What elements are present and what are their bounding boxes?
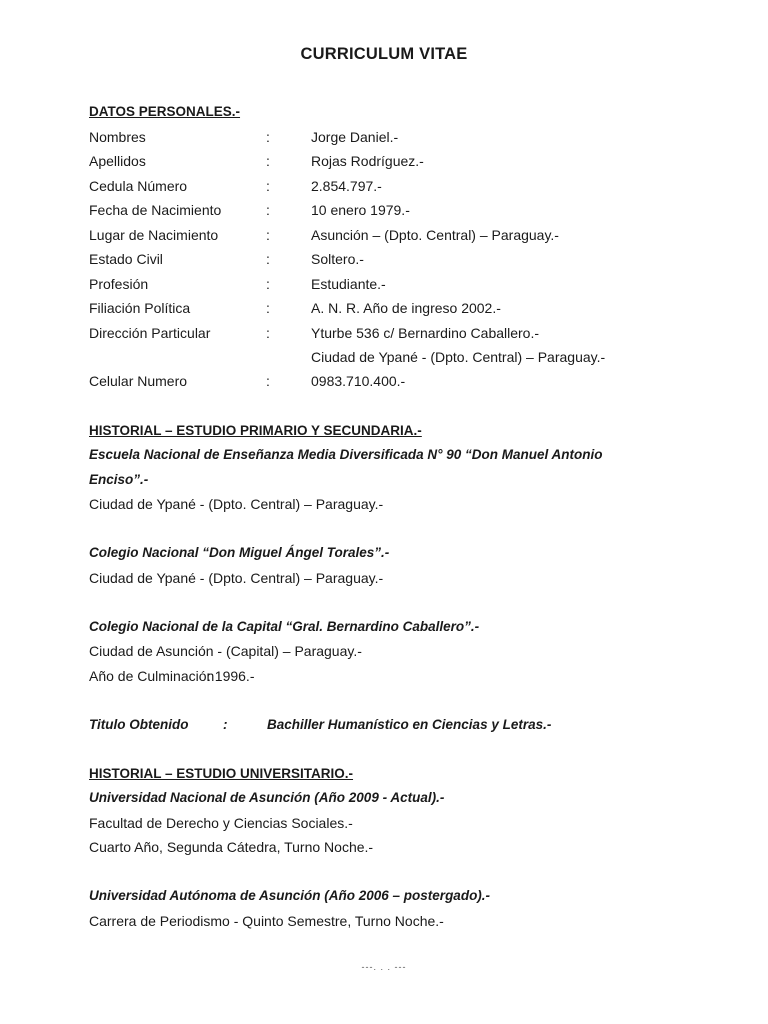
label-celular: Celular Numero bbox=[89, 373, 188, 389]
colon: : bbox=[266, 251, 270, 267]
colon: : bbox=[266, 227, 270, 243]
degree-colon: : bbox=[223, 717, 228, 732]
label-apellidos: Apellidos bbox=[89, 153, 146, 169]
value-apellidos: Rojas Rodríguez.- bbox=[311, 153, 424, 169]
label-cedula: Cedula Número bbox=[89, 178, 188, 194]
section-heading-personal: DATOS PERSONALES.- bbox=[89, 104, 241, 119]
school1-name-line1: Escuela Nacional de Enseñanza Media Diversificada N° 90 “Don Manuel Antonio bbox=[89, 447, 603, 462]
value-direccion: Yturbe 536 c/ Bernardino Caballero.- bbox=[311, 325, 540, 341]
label-fecha-nacimiento: Fecha de Nacimiento bbox=[89, 202, 222, 218]
colon: : bbox=[266, 373, 270, 389]
document-title: CURRICULUM VITAE bbox=[300, 45, 468, 63]
uni2-name: Universidad Autónoma de Asunción (Año 2006 – postergado).- bbox=[89, 888, 491, 903]
label-profesion: Profesión bbox=[89, 276, 149, 292]
colon: : bbox=[266, 300, 270, 316]
value-celular: 0983.710.400.- bbox=[311, 373, 406, 389]
value-fecha-nacimiento: 10 enero 1979.- bbox=[311, 202, 410, 218]
value-profesion: Estudiante.- bbox=[311, 276, 386, 292]
school1-name-line2: Enciso”.- bbox=[89, 472, 149, 487]
colon: : bbox=[266, 178, 270, 194]
section-heading-university: HISTORIAL – ESTUDIO UNIVERSITARIO.- bbox=[89, 766, 354, 781]
value-estado-civil: Soltero.- bbox=[311, 251, 364, 267]
school2-name: Colegio Nacional “Don Miguel Ángel Torales”.- bbox=[89, 545, 390, 560]
uni1-name: Universidad Nacional de Asunción (Año 2009 - Actual).- bbox=[89, 790, 445, 805]
culmination-label: Año de Culminación bbox=[89, 668, 215, 684]
school1-city: Ciudad de Ypané - (Dpto. Central) – Paraguay.- bbox=[89, 496, 384, 512]
colon: : bbox=[266, 129, 270, 145]
value-filiacion: A. N. R. Año de ingreso 2002.- bbox=[311, 300, 501, 316]
uni1-faculty: Facultad de Derecho y Ciencias Sociales.- bbox=[89, 815, 353, 831]
school3-name: Colegio Nacional de la Capital “Gral. Bernardino Caballero”.- bbox=[89, 619, 480, 634]
degree-value: Bachiller Humanístico en Ciencias y Letras.- bbox=[267, 717, 552, 732]
uni1-detail: Cuarto Año, Segunda Cátedra, Turno Noche.- bbox=[89, 839, 374, 855]
degree-label: Titulo Obtenido bbox=[89, 717, 189, 732]
colon: : bbox=[266, 202, 270, 218]
value-nombres: Jorge Daniel.- bbox=[311, 129, 399, 145]
colon: : bbox=[266, 276, 270, 292]
page-footer-mark: ---. . . --- bbox=[361, 962, 407, 972]
value-cedula: 2.854.797.- bbox=[311, 178, 382, 194]
label-estado-civil: Estado Civil bbox=[89, 251, 163, 267]
section-heading-secondary: HISTORIAL – ESTUDIO PRIMARIO Y SECUNDARIA.- bbox=[89, 423, 422, 438]
colon: : bbox=[266, 325, 270, 341]
uni2-detail: Carrera de Periodismo - Quinto Semestre, Turno Noche.- bbox=[89, 913, 444, 929]
label-filiacion: Filiación Política bbox=[89, 300, 191, 316]
label-lugar-nacimiento: Lugar de Nacimiento bbox=[89, 227, 219, 243]
culmination-value: : 1996.- bbox=[207, 668, 255, 684]
label-direccion: Dirección Particular bbox=[89, 325, 211, 341]
colon: : bbox=[266, 153, 270, 169]
school3-city: Ciudad de Asunción - (Capital) – Paraguay.- bbox=[89, 643, 362, 659]
label-nombres: Nombres bbox=[89, 129, 146, 145]
school2-city: Ciudad de Ypané - (Dpto. Central) – Paraguay.- bbox=[89, 570, 384, 586]
value-direccion-line2: Ciudad de Ypané - (Dpto. Central) – Paraguay.- bbox=[311, 349, 606, 365]
value-lugar-nacimiento: Asunción – (Dpto. Central) – Paraguay.- bbox=[311, 227, 559, 243]
